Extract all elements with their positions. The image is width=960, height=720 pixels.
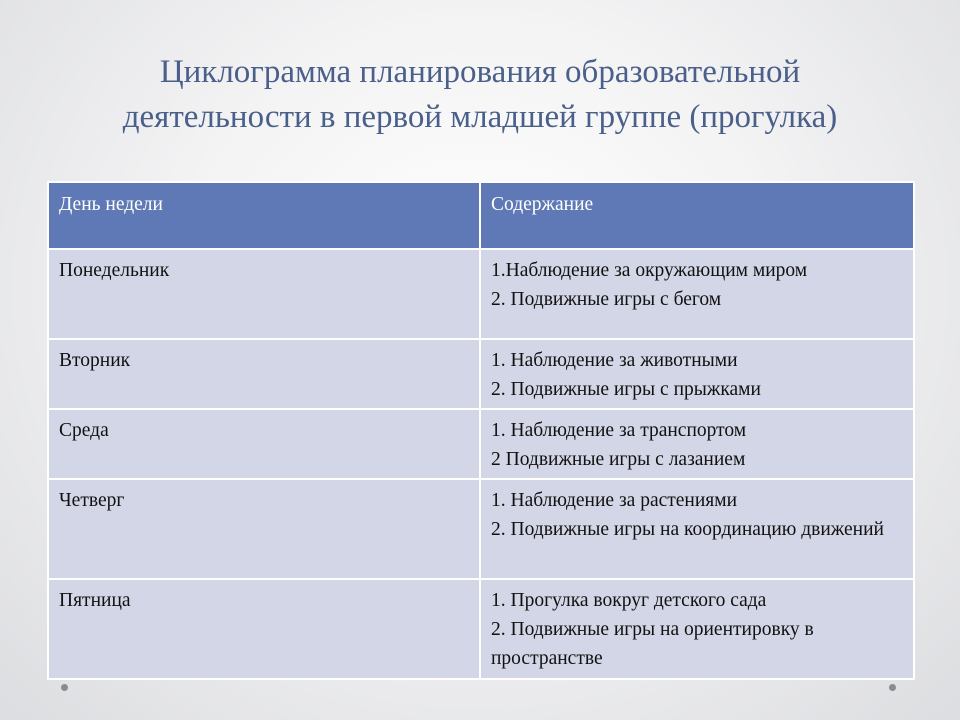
content-line: 2. Подвижные игры на ориентировку в пространстве bbox=[491, 619, 814, 669]
content-line: 2. Подвижные игры на координацию движений bbox=[491, 519, 884, 540]
header-content: Содержание bbox=[480, 182, 914, 249]
slide-title-line-2: деятельности в первой младшей группе (прогулка) bbox=[122, 99, 838, 135]
content-cell bbox=[480, 339, 914, 409]
day-cell: Среда bbox=[48, 409, 480, 479]
content-cell bbox=[480, 249, 914, 339]
table-row bbox=[48, 409, 914, 479]
content-line: 1. Прогулка вокруг детского сада bbox=[491, 590, 767, 611]
content-line: 2 Подвижные игры с лазанием bbox=[491, 449, 746, 470]
bottom-left-dot-icon bbox=[61, 684, 68, 691]
table-row bbox=[48, 479, 914, 579]
schedule-table bbox=[47, 181, 915, 680]
table-row bbox=[48, 579, 914, 679]
content-line: 2. Подвижные игры с прыжками bbox=[491, 379, 761, 400]
day-cell: Четверг bbox=[48, 479, 480, 579]
content-cell bbox=[480, 479, 914, 579]
content-line: 1. Наблюдение за транспортом bbox=[491, 420, 747, 441]
content-line: 1. Наблюдение за растениями bbox=[491, 490, 738, 511]
table-row bbox=[48, 249, 914, 339]
day-cell: Вторник bbox=[48, 339, 480, 409]
day-cell: Понедельник bbox=[48, 249, 480, 339]
header-day: День недели bbox=[48, 182, 480, 249]
bottom-right-dot-icon bbox=[889, 684, 896, 691]
content-cell bbox=[480, 409, 914, 479]
content-cell bbox=[480, 579, 914, 679]
content-line: 2. Подвижные игры с бегом bbox=[491, 289, 722, 310]
content-line: 1.Наблюдение за окружающим миром bbox=[491, 260, 808, 281]
table-row bbox=[48, 339, 914, 409]
day-cell: Пятница bbox=[48, 579, 480, 679]
table-header-row bbox=[48, 182, 914, 249]
slide-title-line-1: Циклограмма планирования образовательной bbox=[159, 54, 801, 90]
slide-title bbox=[40, 50, 920, 140]
content-line: 1. Наблюдение за животными bbox=[491, 350, 738, 371]
